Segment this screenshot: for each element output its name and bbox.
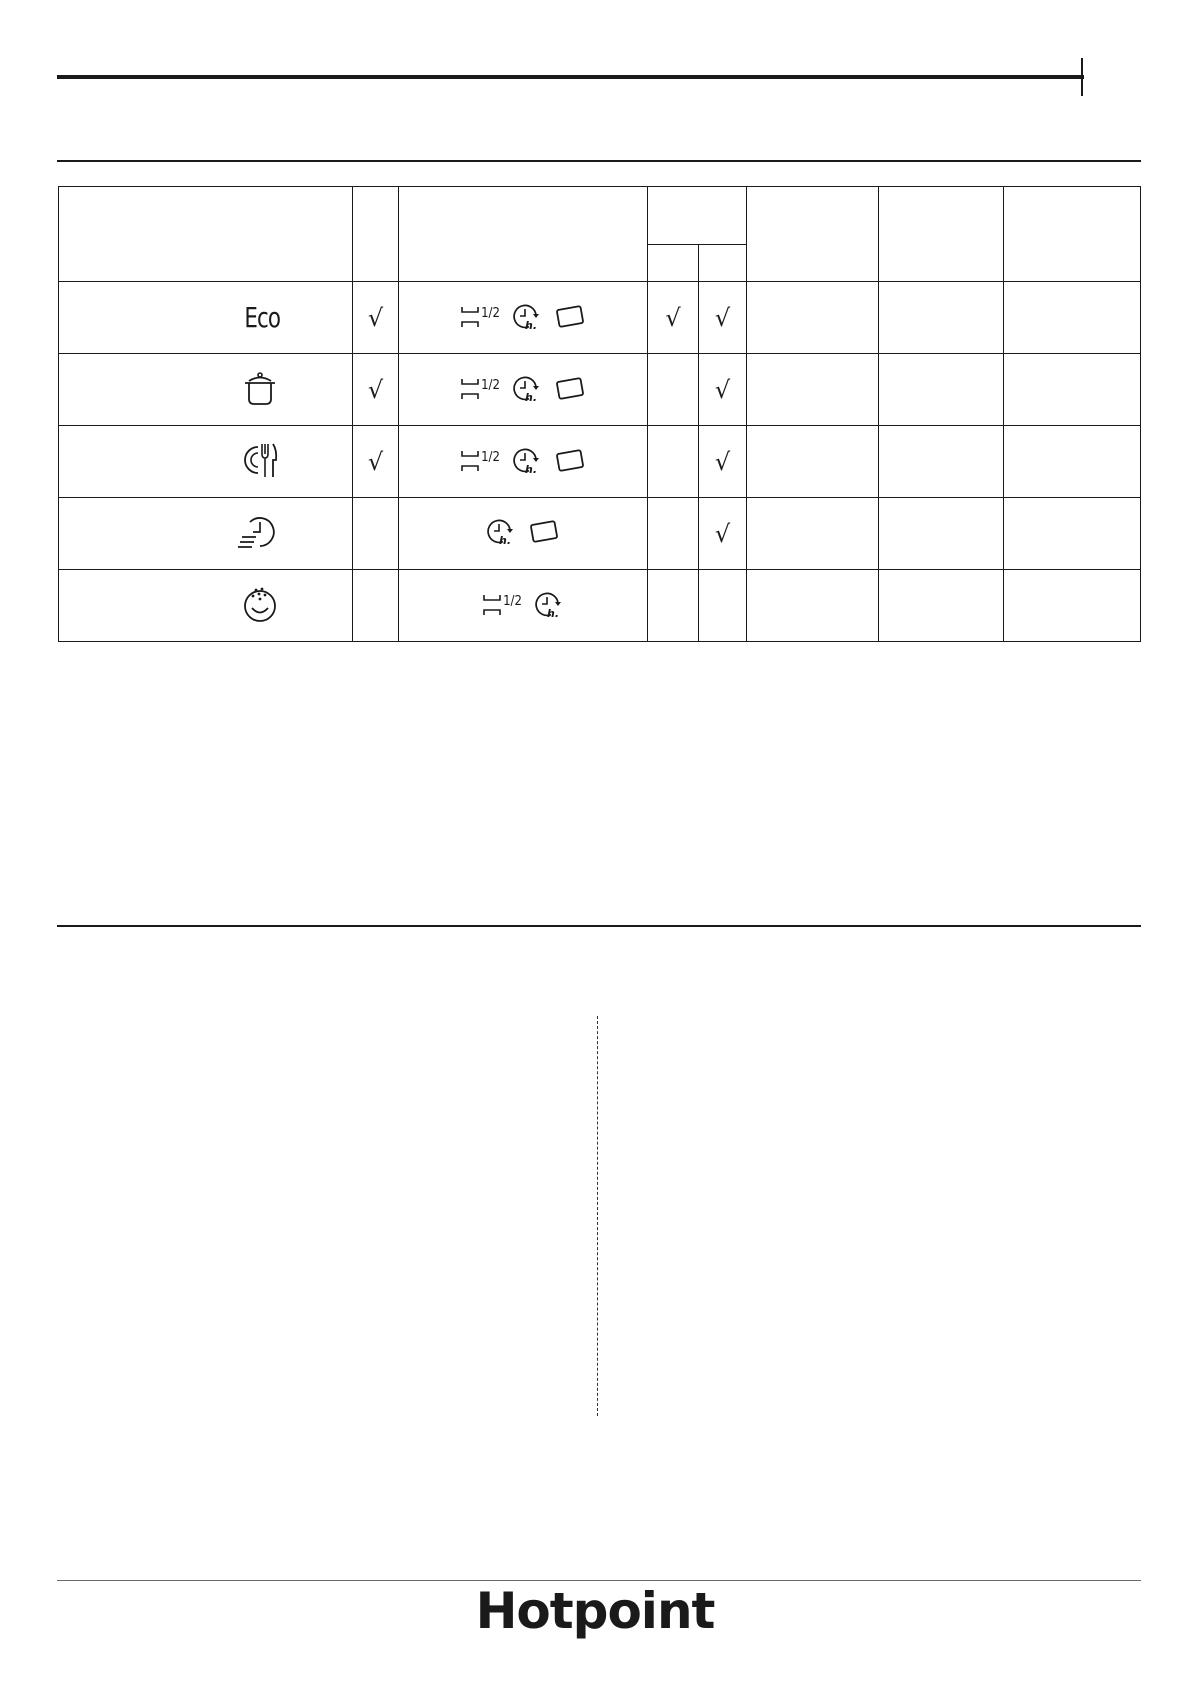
program-cell — [59, 570, 353, 642]
table-row — [59, 354, 1141, 426]
check-mark: √ — [367, 447, 384, 476]
plate-cutlery-daily-icon — [236, 440, 280, 480]
check-mark: √ — [714, 303, 731, 332]
data-cell — [879, 570, 1004, 642]
header-cell-7 — [1004, 187, 1141, 282]
check-cell — [699, 282, 747, 354]
svg-text:h.: h. — [499, 533, 512, 547]
data-cell — [747, 426, 879, 498]
data-cell — [747, 570, 879, 642]
delay-start-icon — [534, 590, 564, 620]
data-cell — [879, 354, 1004, 426]
options-cell — [399, 282, 648, 354]
data-cell — [1004, 570, 1141, 642]
footer-rule — [57, 1580, 1141, 1581]
check-cell — [699, 426, 747, 498]
top-rule-tick — [1081, 58, 1083, 96]
options-cell — [399, 354, 648, 426]
program-cell — [59, 282, 353, 354]
tablet-icon — [554, 448, 586, 474]
delay-start-icon — [486, 517, 516, 547]
section-divider-middle — [57, 925, 1141, 927]
header-cell-5 — [747, 187, 879, 282]
delay-start-icon — [512, 446, 542, 476]
svg-text:h.: h. — [546, 607, 559, 620]
check-cell — [353, 426, 399, 498]
options-cell — [399, 570, 648, 642]
data-cell — [747, 498, 879, 570]
eco-label-icon: Eco — [244, 301, 280, 334]
data-cell — [879, 498, 1004, 570]
table-row — [59, 570, 1141, 642]
hotpoint-logo: Hotpoint — [475, 1582, 715, 1640]
check-cell — [353, 354, 399, 426]
check-mark: √ — [714, 447, 731, 476]
section-divider-top — [57, 160, 1141, 162]
half-load-icon — [482, 593, 522, 617]
svg-text:h.: h. — [524, 463, 537, 476]
program-table — [58, 186, 1141, 642]
data-cell — [1004, 354, 1141, 426]
data-cell — [747, 354, 879, 426]
header-cell-6 — [879, 187, 1004, 282]
options-cell — [399, 498, 648, 570]
check-cell — [648, 426, 699, 498]
delay-start-icon — [512, 374, 542, 404]
subheader-cell-a — [648, 245, 699, 282]
table-row — [59, 498, 1141, 570]
header-cell-group — [648, 187, 747, 245]
svg-text:h.: h. — [524, 319, 537, 332]
check-mark: √ — [367, 303, 384, 332]
fast-wash-clock-icon — [236, 512, 280, 552]
half-load-icon — [460, 377, 500, 401]
column-dotted-divider — [597, 1016, 598, 1416]
subheader-cell-b — [699, 245, 747, 282]
check-mark: √ — [714, 519, 731, 548]
tablet-icon — [554, 376, 586, 402]
data-cell — [747, 282, 879, 354]
half-load-label: 1/2 — [481, 378, 500, 393]
program-cell — [59, 426, 353, 498]
delay-start-icon — [512, 302, 542, 332]
top-rule — [57, 75, 1084, 79]
data-cell — [1004, 282, 1141, 354]
pot-intensive-icon — [240, 368, 280, 408]
check-cell — [353, 570, 399, 642]
tablet-icon — [528, 519, 560, 545]
table-header-row — [59, 187, 1141, 245]
tablet-icon — [554, 304, 586, 330]
data-cell — [1004, 426, 1141, 498]
check-mark: √ — [367, 375, 384, 404]
check-cell — [699, 570, 747, 642]
half-load-icon — [460, 305, 500, 329]
header-cell-1 — [353, 187, 399, 282]
half-load-label: 1/2 — [481, 450, 500, 465]
program-cell — [59, 498, 353, 570]
data-cell — [1004, 498, 1141, 570]
check-cell — [648, 354, 699, 426]
prewash-drops-icon — [240, 584, 280, 624]
check-cell — [699, 354, 747, 426]
check-mark: √ — [714, 375, 731, 404]
half-load-label: 1/2 — [503, 594, 522, 609]
half-load-icon — [460, 449, 500, 473]
check-cell — [648, 498, 699, 570]
check-cell — [699, 498, 747, 570]
half-load-label: 1/2 — [481, 306, 500, 321]
table-row — [59, 282, 1141, 354]
options-cell — [399, 426, 648, 498]
table-row — [59, 426, 1141, 498]
header-cell-options — [399, 187, 648, 282]
check-cell — [648, 282, 699, 354]
program-cell — [59, 354, 353, 426]
data-cell — [879, 426, 1004, 498]
svg-text:h.: h. — [524, 391, 537, 404]
check-cell — [353, 498, 399, 570]
check-cell — [648, 570, 699, 642]
check-cell — [353, 282, 399, 354]
check-mark: √ — [665, 303, 681, 332]
data-cell — [879, 282, 1004, 354]
header-cell-program — [59, 187, 353, 282]
